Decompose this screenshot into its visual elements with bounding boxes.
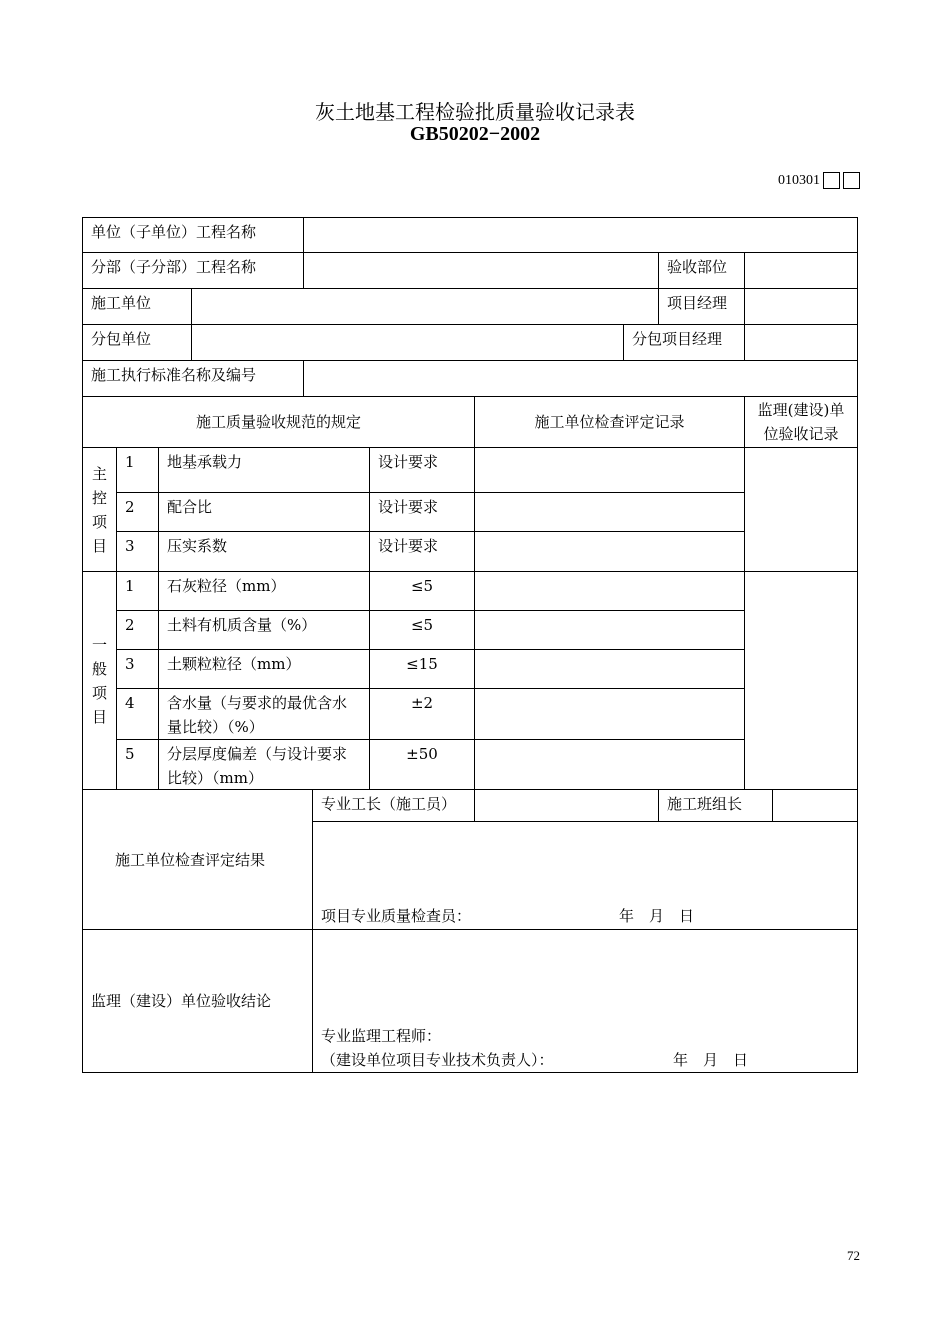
general-items-label xyxy=(82,571,117,790)
code-box-2[interactable] xyxy=(843,172,860,189)
main-row-3-no: 3 xyxy=(116,531,159,572)
general-row-5-item: 分层厚度偏差（与设计要求比较）（mm） xyxy=(158,739,370,790)
general-items-label-char-4: 目 xyxy=(91,707,107,726)
form-code-text: 010301 xyxy=(778,172,820,188)
main-row-2-req: 设计要求 xyxy=(369,492,475,532)
main-items-label-char-1: 主 xyxy=(91,464,107,483)
general-row-2-no: 2 xyxy=(116,610,159,650)
subcontract-unit-field[interactable] xyxy=(191,324,624,361)
main-items-label-char-4: 目 xyxy=(91,536,107,555)
main-row-3-record[interactable] xyxy=(474,531,745,572)
foreman-label: 专业工长（施工员） xyxy=(312,789,475,822)
owner-representative-label: （建设单位项目专业技术负责人）： xyxy=(321,1051,554,1069)
main-items-label xyxy=(82,447,117,572)
supervision-column-header: 监理(建设)单位验收记录 xyxy=(744,396,858,448)
sub-project-name-field[interactable] xyxy=(303,252,659,289)
main-row-2-record[interactable] xyxy=(474,492,745,532)
general-row-3-record[interactable] xyxy=(474,649,745,689)
foreman-field[interactable] xyxy=(474,789,659,822)
unit-project-name-field[interactable] xyxy=(303,217,858,253)
main-items-label-char-2: 控 xyxy=(91,488,107,507)
general-row-1-req: ≤5 xyxy=(369,571,475,611)
standard-code: GB50202−2002 xyxy=(409,123,541,145)
general-row-4-req: ±2 xyxy=(369,688,475,740)
main-row-2-no: 2 xyxy=(116,492,159,532)
conclusion-date: 年 月 日 xyxy=(673,1051,749,1069)
general-row-5-no: 5 xyxy=(116,739,159,790)
acceptance-part-label: 验收部位 xyxy=(658,252,745,289)
subcontract-manager-field[interactable] xyxy=(744,324,858,361)
project-manager-label: 项目经理 xyxy=(658,288,745,325)
main-row-3-item: 压实系数 xyxy=(158,531,370,572)
main-row-2-item: 配合比 xyxy=(158,492,370,532)
result-label: 施工单位检查评定结果 xyxy=(82,789,313,930)
supervising-engineer-label: 专业监理工程师： xyxy=(321,1027,442,1045)
general-row-4-item: 含水量（与要求的最优含水量比较）（%） xyxy=(158,688,370,740)
main-row-1-record[interactable] xyxy=(474,447,745,493)
conclusion-label: 监理（建设）单位验收结论 xyxy=(82,929,313,1073)
main-row-1-item: 地基承载力 xyxy=(158,447,370,493)
subcontract-manager-label: 分包项目经理 xyxy=(623,324,745,361)
inspector-label: 项目专业质量检查员： xyxy=(321,907,472,925)
main-items-supervision[interactable] xyxy=(744,447,858,572)
unit-project-name-label: 单位（子单位）工程名称 xyxy=(82,217,304,253)
main-row-1-req: 设计要求 xyxy=(369,447,475,493)
general-row-3-req: ≤15 xyxy=(369,649,475,689)
team-leader-label: 施工班组长 xyxy=(658,789,773,822)
check-record-column-header: 施工单位检查评定记录 xyxy=(474,396,745,448)
main-row-3-req: 设计要求 xyxy=(369,531,475,572)
construction-unit-label: 施工单位 xyxy=(82,288,192,325)
general-items-label-char-1: 一 xyxy=(91,635,107,654)
construction-unit-field[interactable] xyxy=(191,288,659,325)
form-code xyxy=(778,172,860,189)
general-row-1-no: 1 xyxy=(116,571,159,611)
general-row-5-record[interactable] xyxy=(474,739,745,790)
general-row-4-record[interactable] xyxy=(474,688,745,740)
acceptance-part-field[interactable] xyxy=(744,252,858,289)
subcontract-unit-label: 分包单位 xyxy=(82,324,192,361)
main-row-1-no: 1 xyxy=(116,447,159,493)
standard-name-label: 施工执行标准名称及编号 xyxy=(82,360,304,397)
general-row-3-item: 土颗粒粒径（mm） xyxy=(158,649,370,689)
general-items-label-char-2: 般 xyxy=(91,659,107,678)
page-title: 灰土地基工程检验批质量验收记录表 xyxy=(315,100,635,124)
sub-project-name-label: 分部（子分部）工程名称 xyxy=(82,252,304,289)
general-row-1-record[interactable] xyxy=(474,571,745,611)
page-number: 72 xyxy=(847,1248,860,1263)
general-items-supervision[interactable] xyxy=(744,571,858,790)
general-row-2-item: 土料有机质含量（%） xyxy=(158,610,370,650)
spec-column-header: 施工质量验收规范的规定 xyxy=(82,396,475,448)
general-row-1-item: 石灰粒径（mm） xyxy=(158,571,370,611)
result-date: 年 月 日 xyxy=(619,907,695,925)
team-leader-field[interactable] xyxy=(772,789,858,822)
standard-name-field[interactable] xyxy=(303,360,858,397)
general-row-3-no: 3 xyxy=(116,649,159,689)
main-items-label-char-3: 项 xyxy=(91,512,107,531)
general-row-2-req: ≤5 xyxy=(369,610,475,650)
code-box-1[interactable] xyxy=(823,172,840,189)
general-items-label-char-3: 项 xyxy=(91,683,107,702)
general-row-4-no: 4 xyxy=(116,688,159,740)
general-row-2-record[interactable] xyxy=(474,610,745,650)
project-manager-field[interactable] xyxy=(744,288,858,325)
general-row-5-req: ±50 xyxy=(369,739,475,790)
